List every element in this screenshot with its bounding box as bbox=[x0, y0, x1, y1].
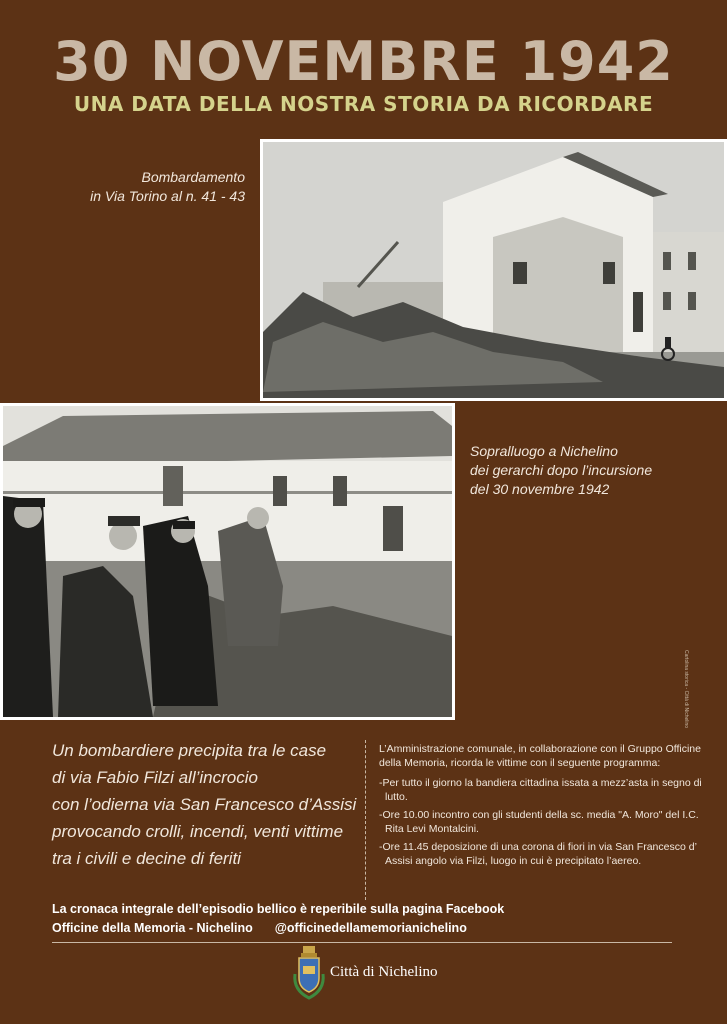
photo-bombed-building bbox=[260, 139, 727, 401]
program-item: -Per tutto il giorno la bandiera cittadina issata a mezz’asta in segno di lutto. bbox=[379, 777, 702, 803]
photo-credit: Cartolina storica - Città di Nichelino bbox=[683, 650, 689, 729]
story-line: Un bombardiere precipita tra le case bbox=[52, 741, 327, 760]
city-crest-icon bbox=[291, 944, 327, 1000]
page-subtitle: UNA DATA DELLA NOSTRA STORIA DA RICORDARE bbox=[73, 92, 654, 116]
program-item: -Ore 11.45 deposizione di una corona di fiori in via San Francesco d’ Assisi angolo via Filzi, luogo in cui è precipitato l’aereo. bbox=[379, 841, 697, 867]
column-divider bbox=[365, 740, 366, 900]
city-name: Città di Nichelino bbox=[330, 964, 438, 980]
caption-line: Sopralluogo a Nichelino bbox=[470, 443, 618, 459]
program-item: -Ore 10.00 incontro con gli studenti della sc. media "A. Moro" del I.C. Rita Levi Montalcini. bbox=[379, 809, 699, 835]
caption-line: del 30 novembre 1942 bbox=[470, 481, 610, 497]
story-line: tra i civili e decine di feriti bbox=[52, 849, 241, 868]
footer-divider bbox=[52, 942, 672, 943]
caption-line: dei gerarchi dopo l’incursione bbox=[470, 462, 653, 478]
program-intro: L’Amministrazione comunale, in collaborazione con il Gruppo Officine della Memoria, ricorda le vittime con il seguente programma: bbox=[379, 743, 701, 769]
caption-line: in Via Torino al n. 41 - 43 bbox=[90, 188, 245, 204]
footer-page-name: Officine della Memoria - Nichelino bbox=[52, 921, 253, 935]
caption-line: Bombardamento bbox=[141, 169, 245, 185]
facebook-handle[interactable]: @officinedellamemorianichelino bbox=[274, 921, 467, 935]
photo-officials-inspection bbox=[0, 403, 455, 720]
footer-line: La cronaca integrale dell’episodio bellico è reperibile sulla pagina Facebook bbox=[52, 902, 505, 916]
photo-caption-inspection bbox=[470, 442, 710, 499]
story-line: con l’odierna via San Francesco d’Assisi bbox=[52, 795, 357, 814]
story-text bbox=[52, 737, 362, 872]
page-title: 30 NOVEMBRE 1942 bbox=[53, 30, 674, 93]
program-text bbox=[379, 742, 709, 872]
photo-caption-bombing bbox=[40, 168, 245, 206]
story-line: provocando crolli, incendi, venti vittime bbox=[52, 822, 344, 841]
footer-info bbox=[52, 900, 504, 938]
story-line: di via Fabio Filzi all’incrocio bbox=[52, 768, 258, 787]
